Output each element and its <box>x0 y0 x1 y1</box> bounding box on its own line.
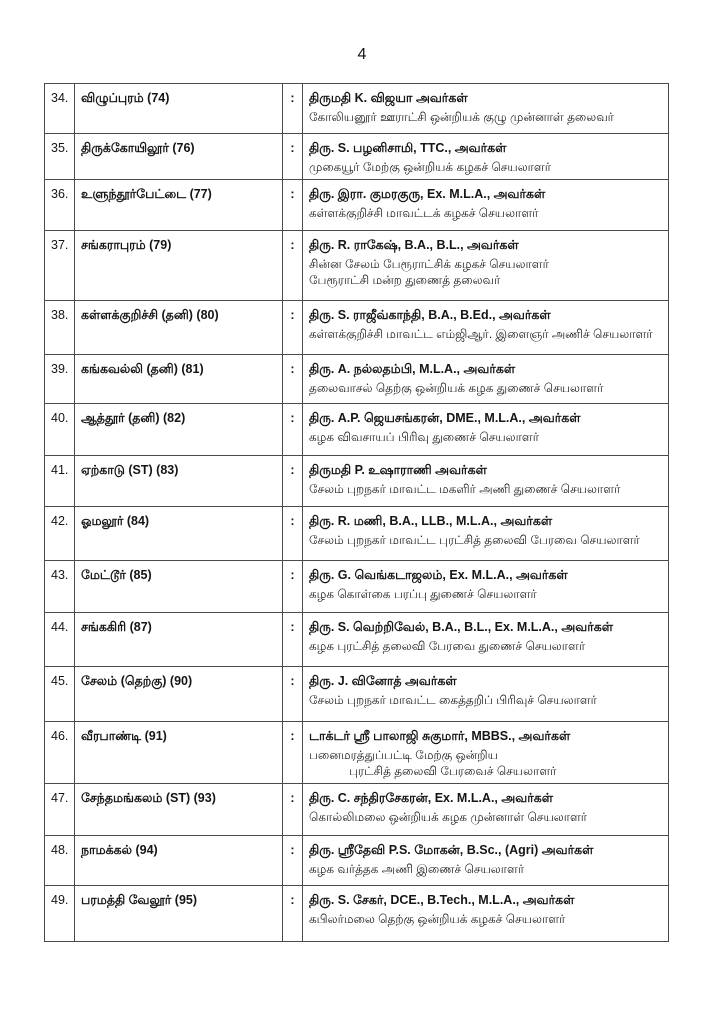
candidate-post: சேலம் புறநகர் மாவட்ட கைத்தறிப் பிரிவுச் செயலாளர் <box>309 693 597 707</box>
colon-separator: : <box>283 355 303 404</box>
candidate-post: கழக வர்த்தக அணி இணைச் செயலாளர் <box>309 862 525 876</box>
colon-separator: : <box>283 507 303 561</box>
colon-separator: : <box>283 667 303 722</box>
table-row <box>45 301 669 355</box>
candidate-post: கள்ளக்குறிச்சி மாவட்ட எம்ஜிஆர். இளைஞர் அணிச் செயலாளர் <box>309 327 653 341</box>
candidate-cell <box>303 886 669 942</box>
candidate-post: கழக விவசாயப் பிரிவு துணைச் செயலாளர் <box>309 430 539 444</box>
candidate-name: திரு. J. வினோத் அவர்கள் <box>309 674 457 688</box>
colon-separator: : <box>283 561 303 613</box>
table-row <box>45 84 669 134</box>
candidate-cell <box>303 231 669 301</box>
table-row <box>45 722 669 784</box>
candidate-cell <box>303 836 669 886</box>
colon-separator: : <box>283 301 303 355</box>
candidate-cell <box>303 180 669 231</box>
candidate-name: திரு. S. ராஜீவ்காந்தி, B.A., B.Ed., அவர்கள் <box>309 308 551 322</box>
candidate-post: சின்ன சேலம் பேரூராட்சிக் கழகச் செயலாளர் <box>309 257 549 271</box>
candidate-cell <box>303 456 669 507</box>
candidate-cell <box>303 507 669 561</box>
serial-number: 37. <box>45 231 75 301</box>
serial-number: 39. <box>45 355 75 404</box>
candidate-cell <box>303 561 669 613</box>
constituency-name: திருக்கோயிலூர் (76) <box>75 134 283 180</box>
colon-separator: : <box>283 456 303 507</box>
table-row <box>45 561 669 613</box>
constituency-name: ஏற்காடு (ST) (83) <box>75 456 283 507</box>
constituency-name: மேட்டூர் (85) <box>75 561 283 613</box>
serial-number: 43. <box>45 561 75 613</box>
colon-separator: : <box>283 180 303 231</box>
candidate-post: கபிலர்மலை தெற்கு ஒன்றியக் கழகச் செயலாளர் <box>309 912 566 926</box>
serial-number: 36. <box>45 180 75 231</box>
candidate-post: கள்ளக்குறிச்சி மாவட்டக் கழகச் செயலாளர் <box>309 206 539 220</box>
candidate-post: பனைமரத்துப்பட்டி மேற்கு ஒன்றிய <box>309 748 498 762</box>
serial-number: 38. <box>45 301 75 355</box>
serial-number: 45. <box>45 667 75 722</box>
colon-separator: : <box>283 886 303 942</box>
candidate-name: டாக்டர் ஸ்ரீ பாலாஜி சுகுமார், MBBS., அவர்கள் <box>309 729 571 743</box>
candidate-rows <box>45 84 669 942</box>
candidate-name: திருமதி K. விஜயா அவர்கள் <box>309 91 468 105</box>
candidate-name: திரு. R. ராகேஷ், B.A., B.L., அவர்கள் <box>309 238 519 252</box>
table-row <box>45 355 669 404</box>
table-row <box>45 784 669 836</box>
candidate-name: திரு. S. சேகர், DCE., B.Tech., M.L.A., அவர்கள் <box>309 893 575 907</box>
constituency-name: சங்ககிரி (87) <box>75 613 283 667</box>
constituency-name: பரமத்தி வேலூர் (95) <box>75 886 283 942</box>
candidate-name: திரு. A. நல்லதம்பி, M.L.A., அவர்கள் <box>309 362 516 376</box>
serial-number: 34. <box>45 84 75 134</box>
serial-number: 40. <box>45 404 75 456</box>
colon-separator: : <box>283 404 303 456</box>
candidate-name: திரு. R. மணி, B.A., LLB., M.L.A., அவர்கள் <box>309 514 553 528</box>
constituency-name: சங்கராபுரம் (79) <box>75 231 283 301</box>
table-row <box>45 180 669 231</box>
table-row <box>45 404 669 456</box>
table-row <box>45 836 669 886</box>
colon-separator: : <box>283 613 303 667</box>
constituency-name: ஆத்தூர் (தனி) (82) <box>75 404 283 456</box>
candidate-name: திரு. S. வெற்றிவேல், B.A., B.L., Ex. M.L.A., அவர்கள் <box>309 620 614 634</box>
serial-number: 47. <box>45 784 75 836</box>
colon-separator: : <box>283 134 303 180</box>
candidate-name: திருமதி P. உஷாராணி அவர்கள் <box>309 463 487 477</box>
candidate-cell <box>303 134 669 180</box>
table-row <box>45 134 669 180</box>
serial-number: 44. <box>45 613 75 667</box>
serial-number: 41. <box>45 456 75 507</box>
candidate-name: திரு. A.P. ஜெயசங்கரன், DME., M.L.A., அவர்கள் <box>309 411 581 425</box>
serial-number: 46. <box>45 722 75 784</box>
constituency-name: விழுப்புரம் (74) <box>75 84 283 134</box>
candidate-post: கழக கொள்கை பரப்பு துணைச் செயலாளர் <box>309 587 537 601</box>
table-row <box>45 507 669 561</box>
candidate-cell <box>303 301 669 355</box>
candidate-name: திரு. இரா. குமரகுரு, Ex. M.L.A., அவர்கள் <box>309 187 546 201</box>
candidate-cell <box>303 667 669 722</box>
colon-separator: : <box>283 84 303 134</box>
candidate-post: கோலியனூர் ஊராட்சி ஒன்றியக் குழு முன்னாள் தலைவர் <box>309 110 614 124</box>
candidate-cell <box>303 613 669 667</box>
colon-separator: : <box>283 784 303 836</box>
candidate-cell <box>303 404 669 456</box>
candidate-table <box>44 83 669 942</box>
serial-number: 42. <box>45 507 75 561</box>
candidate-post: புரட்சித் தலைவி பேரவைச் செயலாளர் <box>349 764 557 778</box>
candidate-post: கொல்லிமலை ஒன்றியக் கழக முன்னாள் செயலாளர் <box>309 810 588 824</box>
candidate-post: பேரூராட்சி மன்ற துணைத் தலைவர் <box>309 273 501 287</box>
table-row <box>45 613 669 667</box>
candidate-post: முகையூர் மேற்கு ஒன்றியக் கழகச் செயலாளர் <box>309 160 552 174</box>
colon-separator: : <box>283 836 303 886</box>
candidate-cell <box>303 722 669 784</box>
candidate-cell <box>303 84 669 134</box>
serial-number: 48. <box>45 836 75 886</box>
table-row <box>45 667 669 722</box>
constituency-name: வீரபாண்டி (91) <box>75 722 283 784</box>
constituency-name: கள்ளக்குறிச்சி (தனி) (80) <box>75 301 283 355</box>
table-row <box>45 886 669 942</box>
constituency-name: நாமக்கல் (94) <box>75 836 283 886</box>
candidate-name: திரு. C. சந்திரசேகரன், Ex. M.L.A., அவர்கள் <box>309 791 554 805</box>
candidate-cell <box>303 355 669 404</box>
colon-separator: : <box>283 722 303 784</box>
colon-separator: : <box>283 231 303 301</box>
candidate-post: சேலம் புறநகர் மாவட்ட மகளிர் அணி துணைச் செயலாளர் <box>309 482 621 496</box>
constituency-name: கங்கவல்லி (தனி) (81) <box>75 355 283 404</box>
candidate-name: திரு. ஸ்ரீதேவி P.S. மோகன், B.Sc., (Agri) அவர்கள் <box>309 843 594 857</box>
candidate-post: கழக புரட்சித் தலைவி பேரவை துணைச் செயலாளர் <box>309 639 586 653</box>
table-row <box>45 456 669 507</box>
table-row <box>45 231 669 301</box>
candidate-post: தலைவாசல் தெற்கு ஒன்றியக் கழக துணைச் செயலாளர் <box>309 381 604 395</box>
constituency-name: ஓமலூர் (84) <box>75 507 283 561</box>
candidate-cell <box>303 784 669 836</box>
candidate-post: சேலம் புறநகர் மாவட்ட புரட்சித் தலைவி பேரவை செயலாளர் <box>309 533 640 547</box>
constituency-name: உளுந்தூர்பேட்டை (77) <box>75 180 283 231</box>
constituency-name: சேந்தமங்கலம் (ST) (93) <box>75 784 283 836</box>
constituency-name: சேலம் (தெற்கு) (90) <box>75 667 283 722</box>
serial-number: 35. <box>45 134 75 180</box>
serial-number: 49. <box>45 886 75 942</box>
candidate-name: திரு. G. வெங்கடாஜலம், Ex. M.L.A., அவர்கள் <box>309 568 568 582</box>
candidate-name: திரு. S. பழனிசாமி, TTC., அவர்கள் <box>309 141 507 155</box>
page-number: 4 <box>357 46 367 63</box>
